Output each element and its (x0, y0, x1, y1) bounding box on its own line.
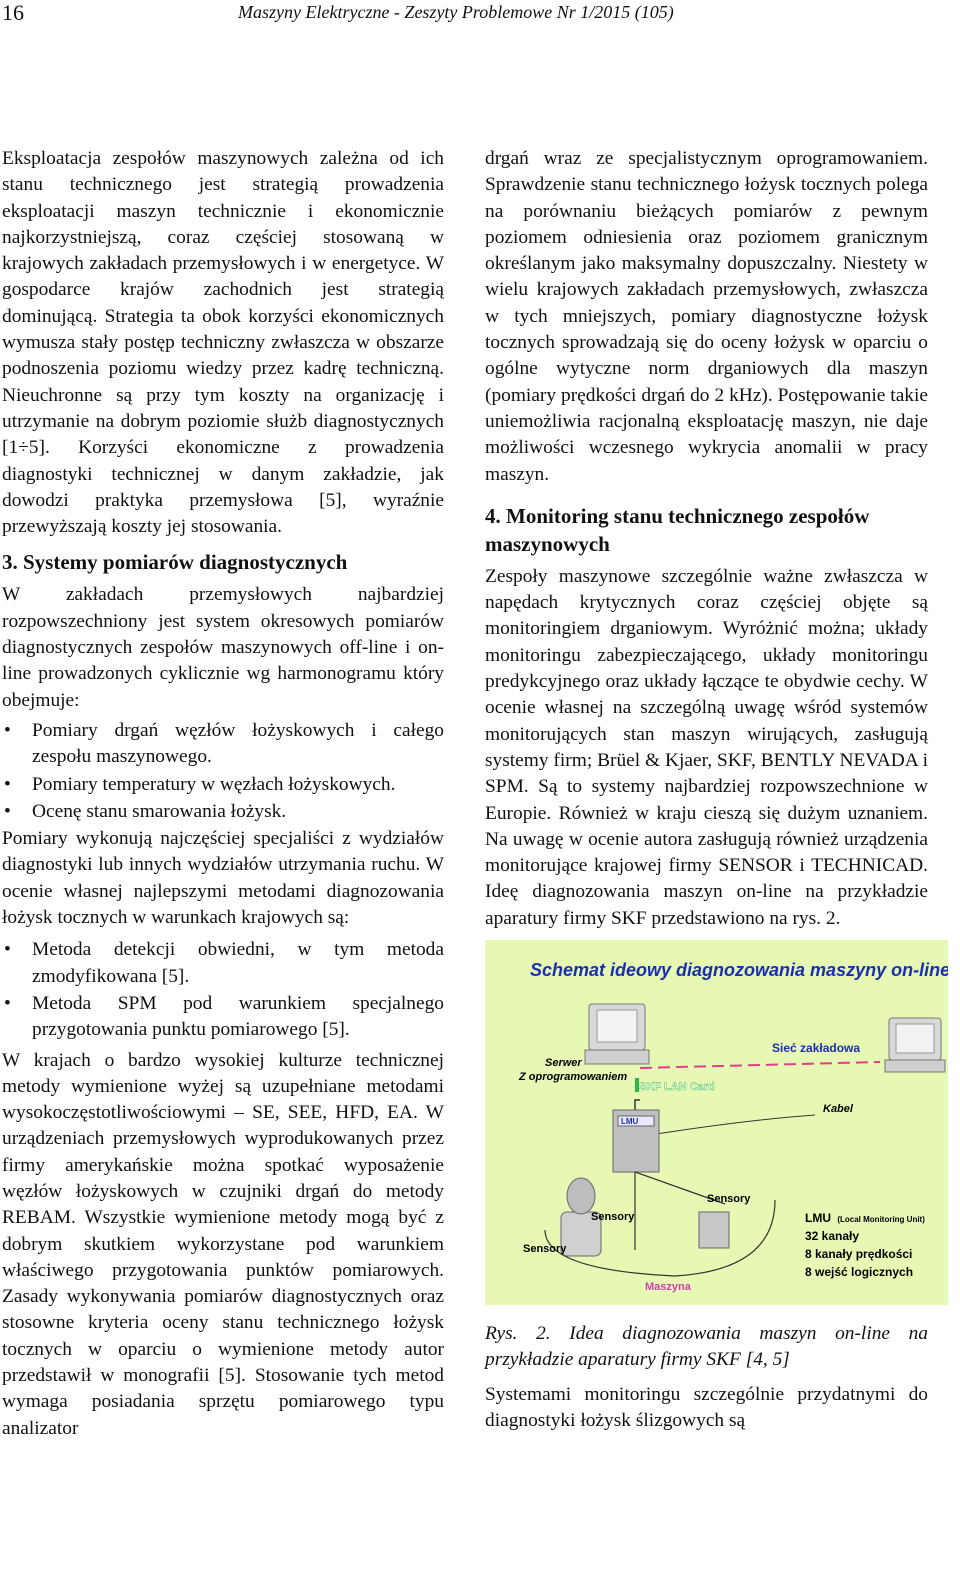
sensor-label: Sensory (591, 1211, 635, 1224)
lan-label: SKF LAN Card (639, 1081, 715, 1094)
section-heading: 3. Systemy pomiarów diagnostycznych (2, 550, 348, 575)
diagram-svg (485, 940, 948, 1305)
list-item: • Ocenę stanu smarowania łożysk. (2, 799, 444, 825)
list-item: • Pomiary temperatury w węzłach łożyskowych. (2, 772, 444, 798)
figure-diagram (485, 940, 948, 1305)
server-label-2: Z oprogramowaniem (519, 1071, 628, 1084)
server-label: Serwer (545, 1057, 582, 1070)
paragraph: drgań wraz ze specjalistycznym oprogramowaniem. Sprawdzenie stanu technicznego łożysk tocznych polega na porównaniu bieżących pomiarów z pewnym poziomem odniesienia oraz poziomem granicznym określanym jako maksymalny dopuszczalny. Niestety w wielu krajowych zakładach przemysłowych, zwłaszcza w tych mniejszych, pomiary diagnostyczne łożysk tocznych sprowadzają się do oceny łożysk w oparciu o ogólne wytyczne norm drganiowych dla maszyn (pomiary prędkości drgań do 2 kHz). Postępowanie takie uniemożliwia racjonalną eksploatację maszyn, nie daje możliwości wczesnego wykrycia anomalii w pracy maszyn. (485, 148, 928, 485)
sensor-label: Sensory (707, 1193, 751, 1206)
section-heading: 4. Monitoring stanu technicznego zespołów maszynowych (485, 503, 870, 556)
list-item: • Metoda SPM pod warunkiem specjalnego przygotowania punktu pomiarowego [5]. (2, 991, 444, 1044)
list-item: • Pomiary drgań węzłów łożyskowych i całego zespołu maszynowego. (2, 718, 444, 771)
cable-label: Kabel (823, 1103, 853, 1116)
paragraph: Zespoły maszynowe szczególnie ważne zwłaszcza w napędach krytycznych coraz częściej objęte są monitoringiem drganiowym. Wyróżnić można; układy monitoringu zabezpieczającego, układy monitoringu predykcyjnego oraz układy łączące te obydwie cechy. W ocenie własnej na szczególną uwagę wśród systemów monitorujących stan maszyn wirujących, zasługują systemy firm; Brüel & Kjaer, SKF, BENTLY NEVADA i SPM. Są to systemy najbardziej rozpowszechnione w Europie. Również w kraju cieszą się dużym uznaniem. Na uwagę w ocenie autora zasługują również urządzenia monitorujące krajowej firmy SENSOR i TECHNICAD. Ideę diagnozowania maszyn on-line na przykładzie aparatury firmy SKF przedstawiono na rys. 2. (485, 565, 928, 929)
list-item: • Metoda detekcji obwiedni, w tym metoda zmodyfikowana [5]. (2, 937, 444, 990)
lmu-description: LMU (Local Monitoring Unit) (805, 1211, 925, 1226)
figure-caption: Rys. 2. Idea diagnozowania maszyn on-line na przykładzie aparatury firmy SKF [4, 5] (485, 1323, 928, 1371)
network-label: Sieć zakładowa (772, 1041, 861, 1056)
network-computer-icon (885, 1018, 945, 1072)
left-column (2, 146, 444, 1442)
paragraph: W zakładach przemysłowych najbardziej rozpowszechniony jest system okresowych pomiarów diagnostycznych zespołów maszynowych off-line i on-line prowadzonych cyklicznie wg harmonogramu który obejmuje: (2, 584, 444, 711)
bullet-list (2, 937, 444, 1043)
journal-title: Maszyny Elektryczne - Zeszyty Problemowe Nr 1/2015 (105) (238, 2, 674, 22)
page-header (0, 0, 960, 30)
bullet-list (2, 718, 444, 825)
lmu-box-label: LMU (621, 1117, 639, 1127)
lmu-description: 32 kanały (805, 1229, 860, 1244)
diagram-title: Schemat ideowy diagnozowania maszyny on-line (530, 960, 948, 981)
lmu-description: 8 kanały prędkości (805, 1247, 913, 1262)
server-computer-icon (585, 1004, 649, 1064)
sensor-label: Sensory (523, 1243, 567, 1256)
paragraph: Pomiary wykonują najczęściej specjaliści z wydziałów diagnostyki lub innych wydziałów utrzymania ruchu. W ocenie własnej najlepszymi metodami diagnozowania łożysk tocznych w warunkach krajowych są: (2, 828, 444, 929)
paragraph: W krajach o bardzo wysokiej kulturze technicznej metody wymienione wyżej są uzupełniane metodami wysokoczęstotliwościowymi – SE, SEE, HFD, EA. W urządzeniach przemysłowych wyprodukowanych przez firmy amerykańskie można spotkać wyposażenie węzłów łożyskowych w czujniki drgań do metody REBAM. Wszystkie wymienione metody mogą być z dobrym skutkiem wykorzystane pod warunkiem właściwego przygotowania punktów pomiarowych. Zasady wykonywania pomiarów diagnostycznych oraz stosowne kryteria oceny stanu technicznego łożysk tocznych w oparciu o wymienione metody autor przedstawił w monografii [5]. Stosowanie tych metod wymaga posiadania sprzętu pomiarowego typu analizator (2, 1049, 444, 1439)
page-number: 16 (2, 0, 24, 25)
paragraph: Systemami monitoringu szczególnie przydatnymi do diagnostyki łożysk ślizgowych są (485, 1383, 928, 1431)
lmu-description: 8 wejść logicznych (805, 1265, 914, 1280)
paragraph: Eksploatacja zespołów maszynowych zależna od ich stanu technicznego jest strategią prowadzenia eksploatacji maszyn technicznie i ekonomicznie najkorzystniejszą, coraz częściej stosowaną w krajowych zakładach przemysłowych i w energetyce. W gospodarce krajów zachodnich jest strategią dominującą. Strategia ta obok korzyści ekonomicznych wymusza stały postęp techniczny zwłaszcza w obszarze podnoszenia poziomu wiedzy przez kadrę techniczną. Nieuchronne są przy tym koszty na organizację i utrzymanie na dobrym poziomie służb diagnostycznych [1÷5]. Korzyści ekonomiczne z prowadzenia diagnostyki technicznej w danym zakładzie, jak dowodzi praktyka przemysłowa [5], wyraźnie przewyższają koszty jej stosowania. (2, 148, 444, 538)
machine-label: Maszyna (645, 1281, 691, 1294)
right-column (485, 146, 948, 1434)
